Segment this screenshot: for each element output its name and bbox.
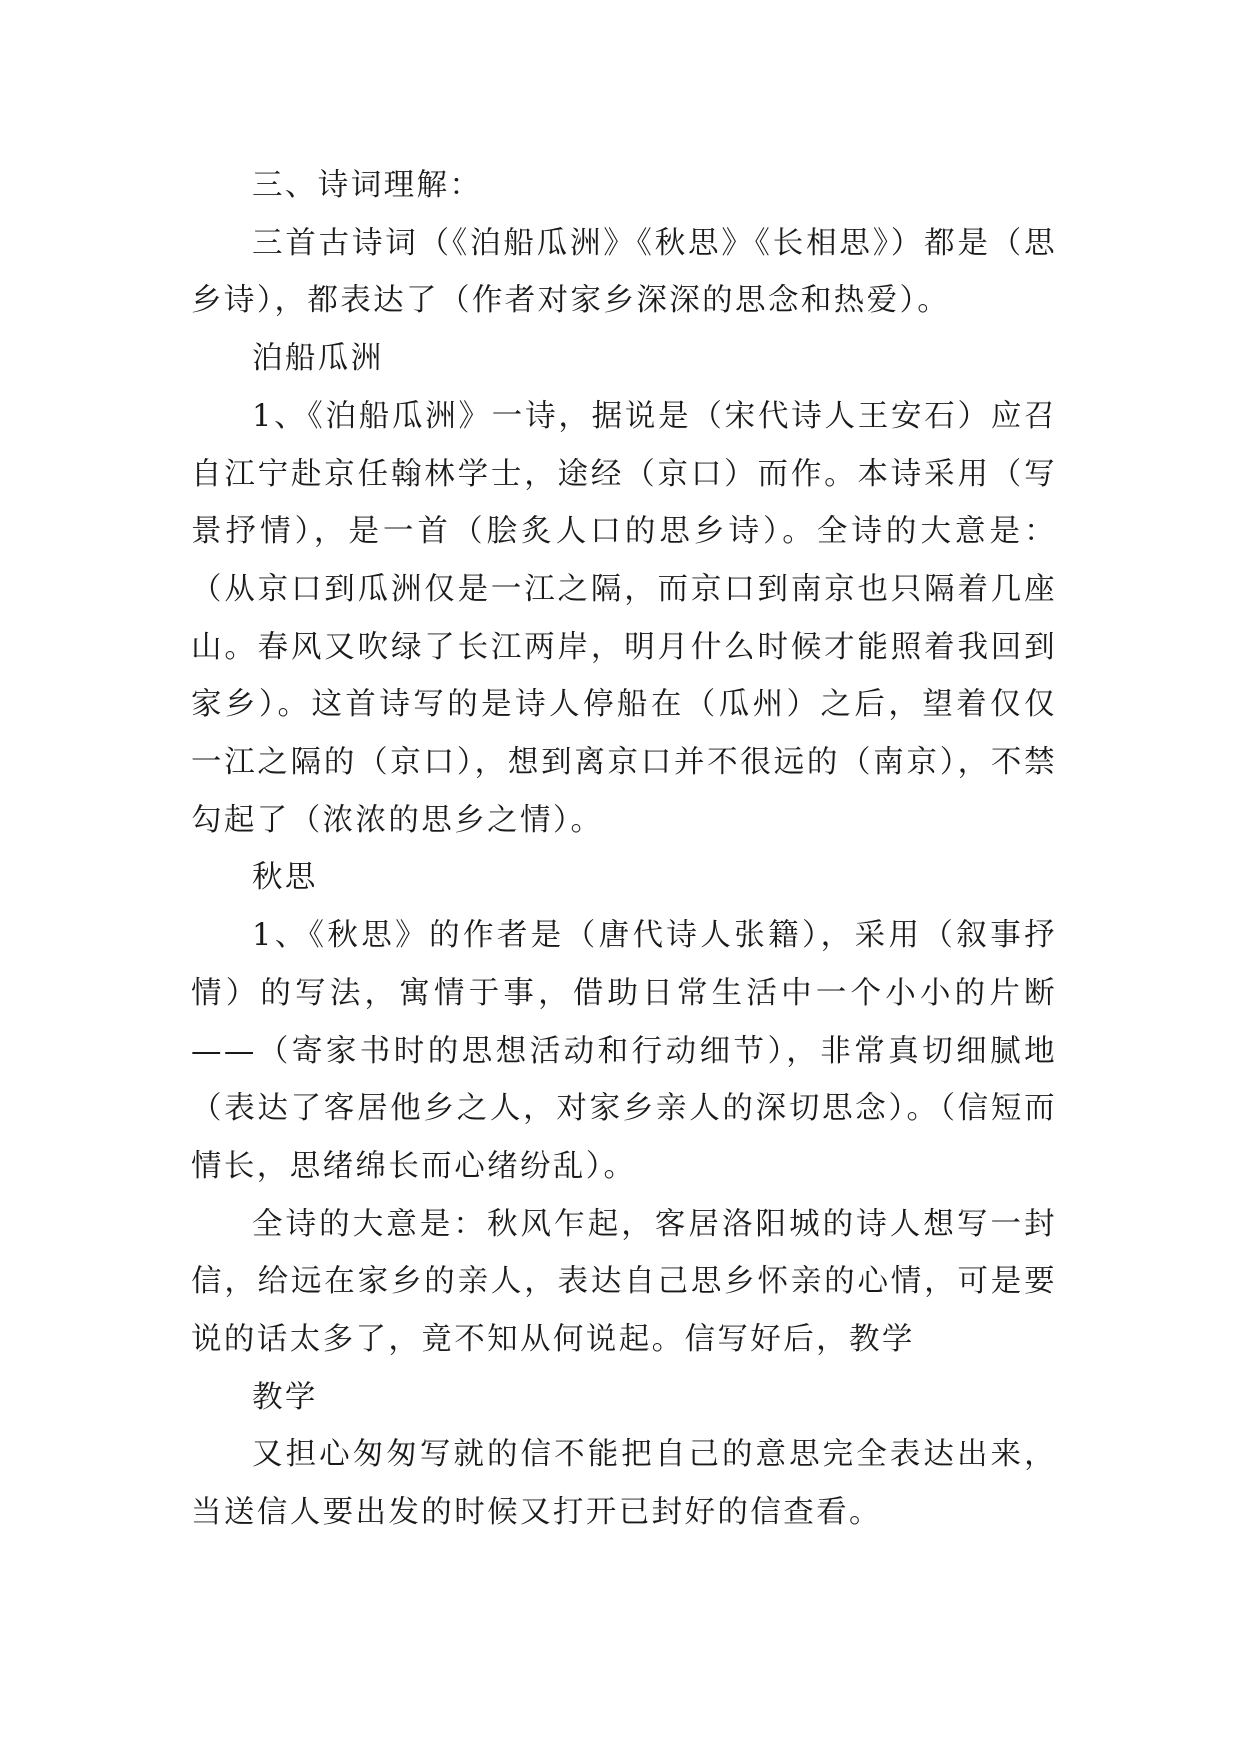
bochuan-paragraph: 1、《泊船瓜洲》一诗，据说是（宋代诗人王安石）应召自江宁赴京任翰林学士，途经（京口）而作。本诗采用（写景抒情），是一首（脍炙人口的思乡诗）。全诗的大意是：（从京口到瓜洲仅是一江之隔，而京口到南京也只隔着几座山。春风又吹绿了长江两岸，明月什么时候才能照着我回到家乡）。这首诗写的是诗人停船在（瓜州）之后，望着仅仅一江之隔的（京口），想到离京口并不很远的（南京），不禁勾起了（浓浓的思乡之情）。: [191, 398, 1057, 838]
qiusi-meaning-paragraph: 全诗的大意是：秋风乍起，客居洛阳城的诗人想写一封信，给远在家乡的亲人，表达自己思乡怀亲的心情，可是要说的话太多了，竟不知从何说起。信写好后，教学: [191, 1206, 1057, 1358]
jiaoxue-label: 教学: [252, 1379, 318, 1415]
poem-heading-bochuan: 泊船瓜洲: [252, 341, 384, 377]
section-heading: 三、诗词理解：: [252, 168, 483, 203]
qiusi-paragraph: 1、《秋思》的作者是（唐代诗人张籍），采用（叙事抒情）的写法，寓情于事，借助日常生活中一个小小的片断——（寄家书时的思想活动和行动细节），非常真切细腻地（表达了客居他乡之人，对家乡亲人的深切思念）。（信短而情长，思绪绵长而心绪纷乱）。: [191, 918, 1057, 1184]
intro-paragraph: 三首古诗词（《泊船瓜洲》《秋思》《长相思》）都是（思乡诗），都表达了（作者对家乡深深的思念和热爱）。: [191, 225, 1057, 319]
closing-paragraph: 又担心匆匆写就的信不能把自己的意思完全表达出来，当送信人要出发的时候又打开已封好的信查看。: [191, 1437, 1057, 1531]
document-body: [191, 157, 1057, 1542]
poem-heading-qiusi: 秋思: [252, 860, 318, 896]
